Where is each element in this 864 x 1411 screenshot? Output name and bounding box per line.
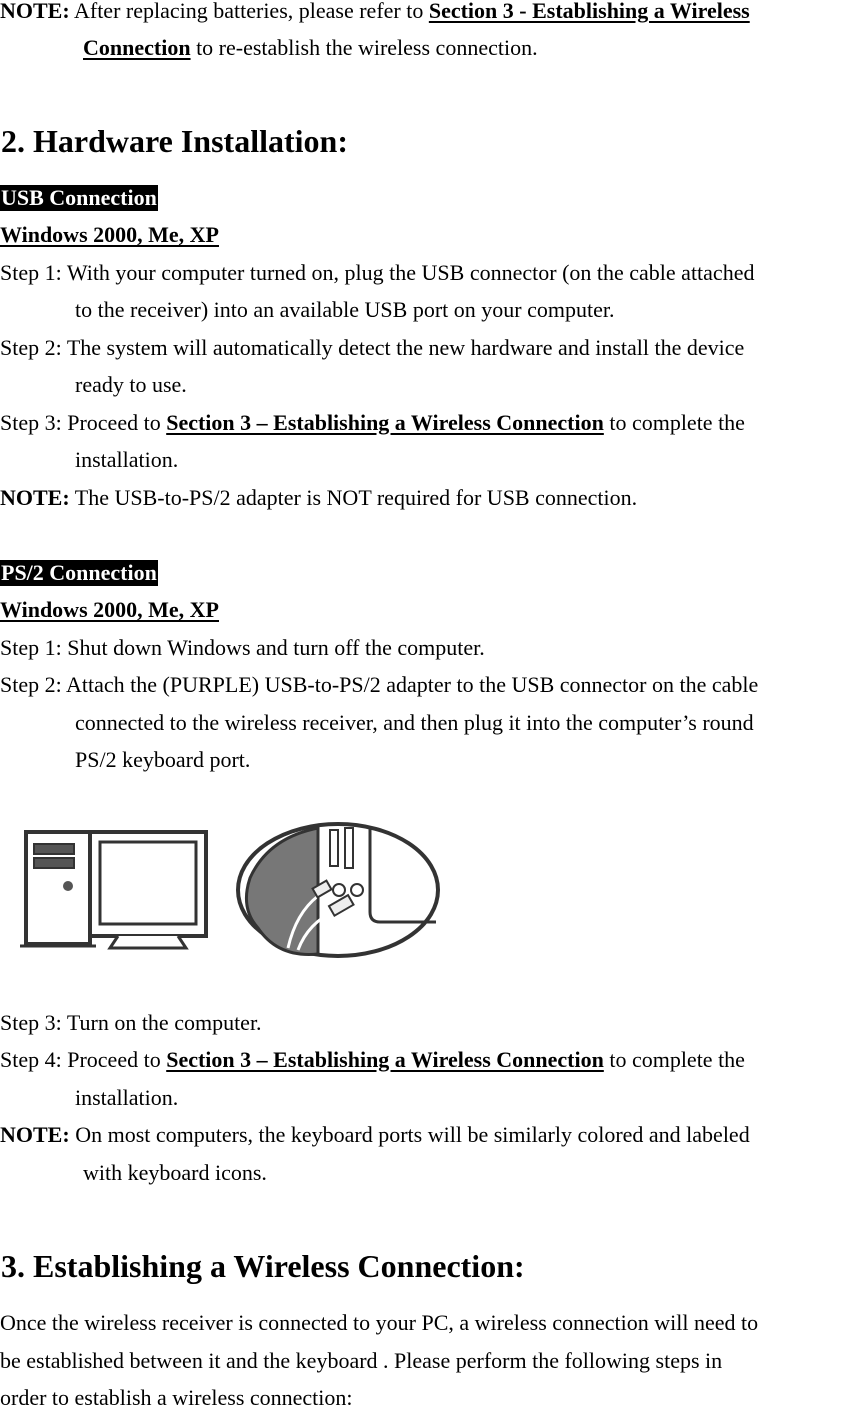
ps2-step2-cont1: connected to the wireless receiver, and then plug it into the computer’s round — [75, 710, 754, 735]
section3-link-cont[interactable]: Connection — [83, 35, 191, 60]
usb-step1: Step 1: With your computer turned on, plug the USB connector (on the cable attached — [0, 260, 755, 285]
ps2-step1: Step 1: Shut down Windows and turn off the computer. — [0, 635, 485, 660]
usb-note-label: NOTE: — [0, 485, 70, 510]
section3-link[interactable]: Section 3 - Establishing a Wireless — [428, 0, 750, 23]
note-battery-line2 — [83, 35, 538, 61]
usb-os-heading: Windows 2000, Me, XP — [0, 222, 219, 247]
usb-step3-post: to complete the — [603, 410, 745, 435]
ps2-note — [0, 1122, 750, 1148]
note-battery-line1 — [0, 0, 750, 24]
computer-ps2-diagram — [18, 818, 458, 958]
usb-step3-text: Step 3: Proceed to — [0, 410, 167, 435]
tower-pc-icon — [20, 832, 96, 946]
ps2-note-label: NOTE: — [0, 1122, 70, 1147]
section3-para-line3: order to establish a wireless connection: — [0, 1385, 353, 1410]
usb-step2-cont: ready to use. — [75, 372, 187, 397]
ps2-step4-post: to complete the — [603, 1047, 745, 1072]
usb-step3-link[interactable]: Section 3 – Establishing a Wireless Connection — [166, 410, 604, 435]
usb-step3 — [0, 410, 745, 436]
ps2-os-heading: Windows 2000, Me, XP — [0, 597, 219, 622]
usb-step3-cont: installation. — [75, 447, 179, 472]
note-text: After replacing batteries, please refer to — [69, 0, 429, 23]
ps2-step4 — [0, 1047, 745, 1073]
ps2-step3: Step 3: Turn on the computer. — [0, 1010, 262, 1035]
usb-note-text: The USB-to-PS/2 adapter is NOT required for USB connection. — [69, 485, 638, 510]
usb-step2: Step 2: The system will automatically detect the new hardware and install the device — [0, 335, 745, 360]
section3-para-line2: be established between it and the keyboard . Please perform the following steps in — [0, 1348, 723, 1373]
usb-step1-cont: to the receiver) into an available USB port on your computer. — [75, 297, 615, 322]
section2-heading: 2. Hardware Installation: — [1, 123, 348, 159]
ps2-step4-cont: installation. — [75, 1085, 179, 1110]
ps2-step4-link[interactable]: Section 3 – Establishing a Wireless Connection — [166, 1047, 604, 1072]
monitor-icon — [90, 832, 206, 948]
ps2-port-illustration — [18, 818, 458, 963]
section3-heading: 3. Establishing a Wireless Connection: — [1, 1248, 525, 1284]
ps2-connection-tag: PS/2 Connection — [1, 560, 157, 585]
ps2-note-cont: with keyboard icons. — [83, 1160, 267, 1185]
ps2-port-zoom-icon — [238, 824, 438, 956]
usb-note — [0, 485, 637, 511]
note-text-cont: to re-establish the wireless connection. — [190, 35, 538, 60]
section3-para-line1: Once the wireless receiver is connected to your PC, a wireless connection will need to — [0, 1310, 759, 1335]
usb-connection-tag: USB Connection — [1, 185, 157, 210]
ps2-note-text: On most computers, the keyboard ports will be similarly colored and labeled — [69, 1122, 750, 1147]
ps2-step4-text: Step 4: Proceed to — [0, 1047, 167, 1072]
ps2-step2-cont2: PS/2 keyboard port. — [75, 747, 251, 772]
note-label: NOTE: — [0, 0, 70, 23]
ps2-step2: Step 2: Attach the (PURPLE) USB-to-PS/2 adapter to the USB connector on the cable — [0, 672, 759, 697]
